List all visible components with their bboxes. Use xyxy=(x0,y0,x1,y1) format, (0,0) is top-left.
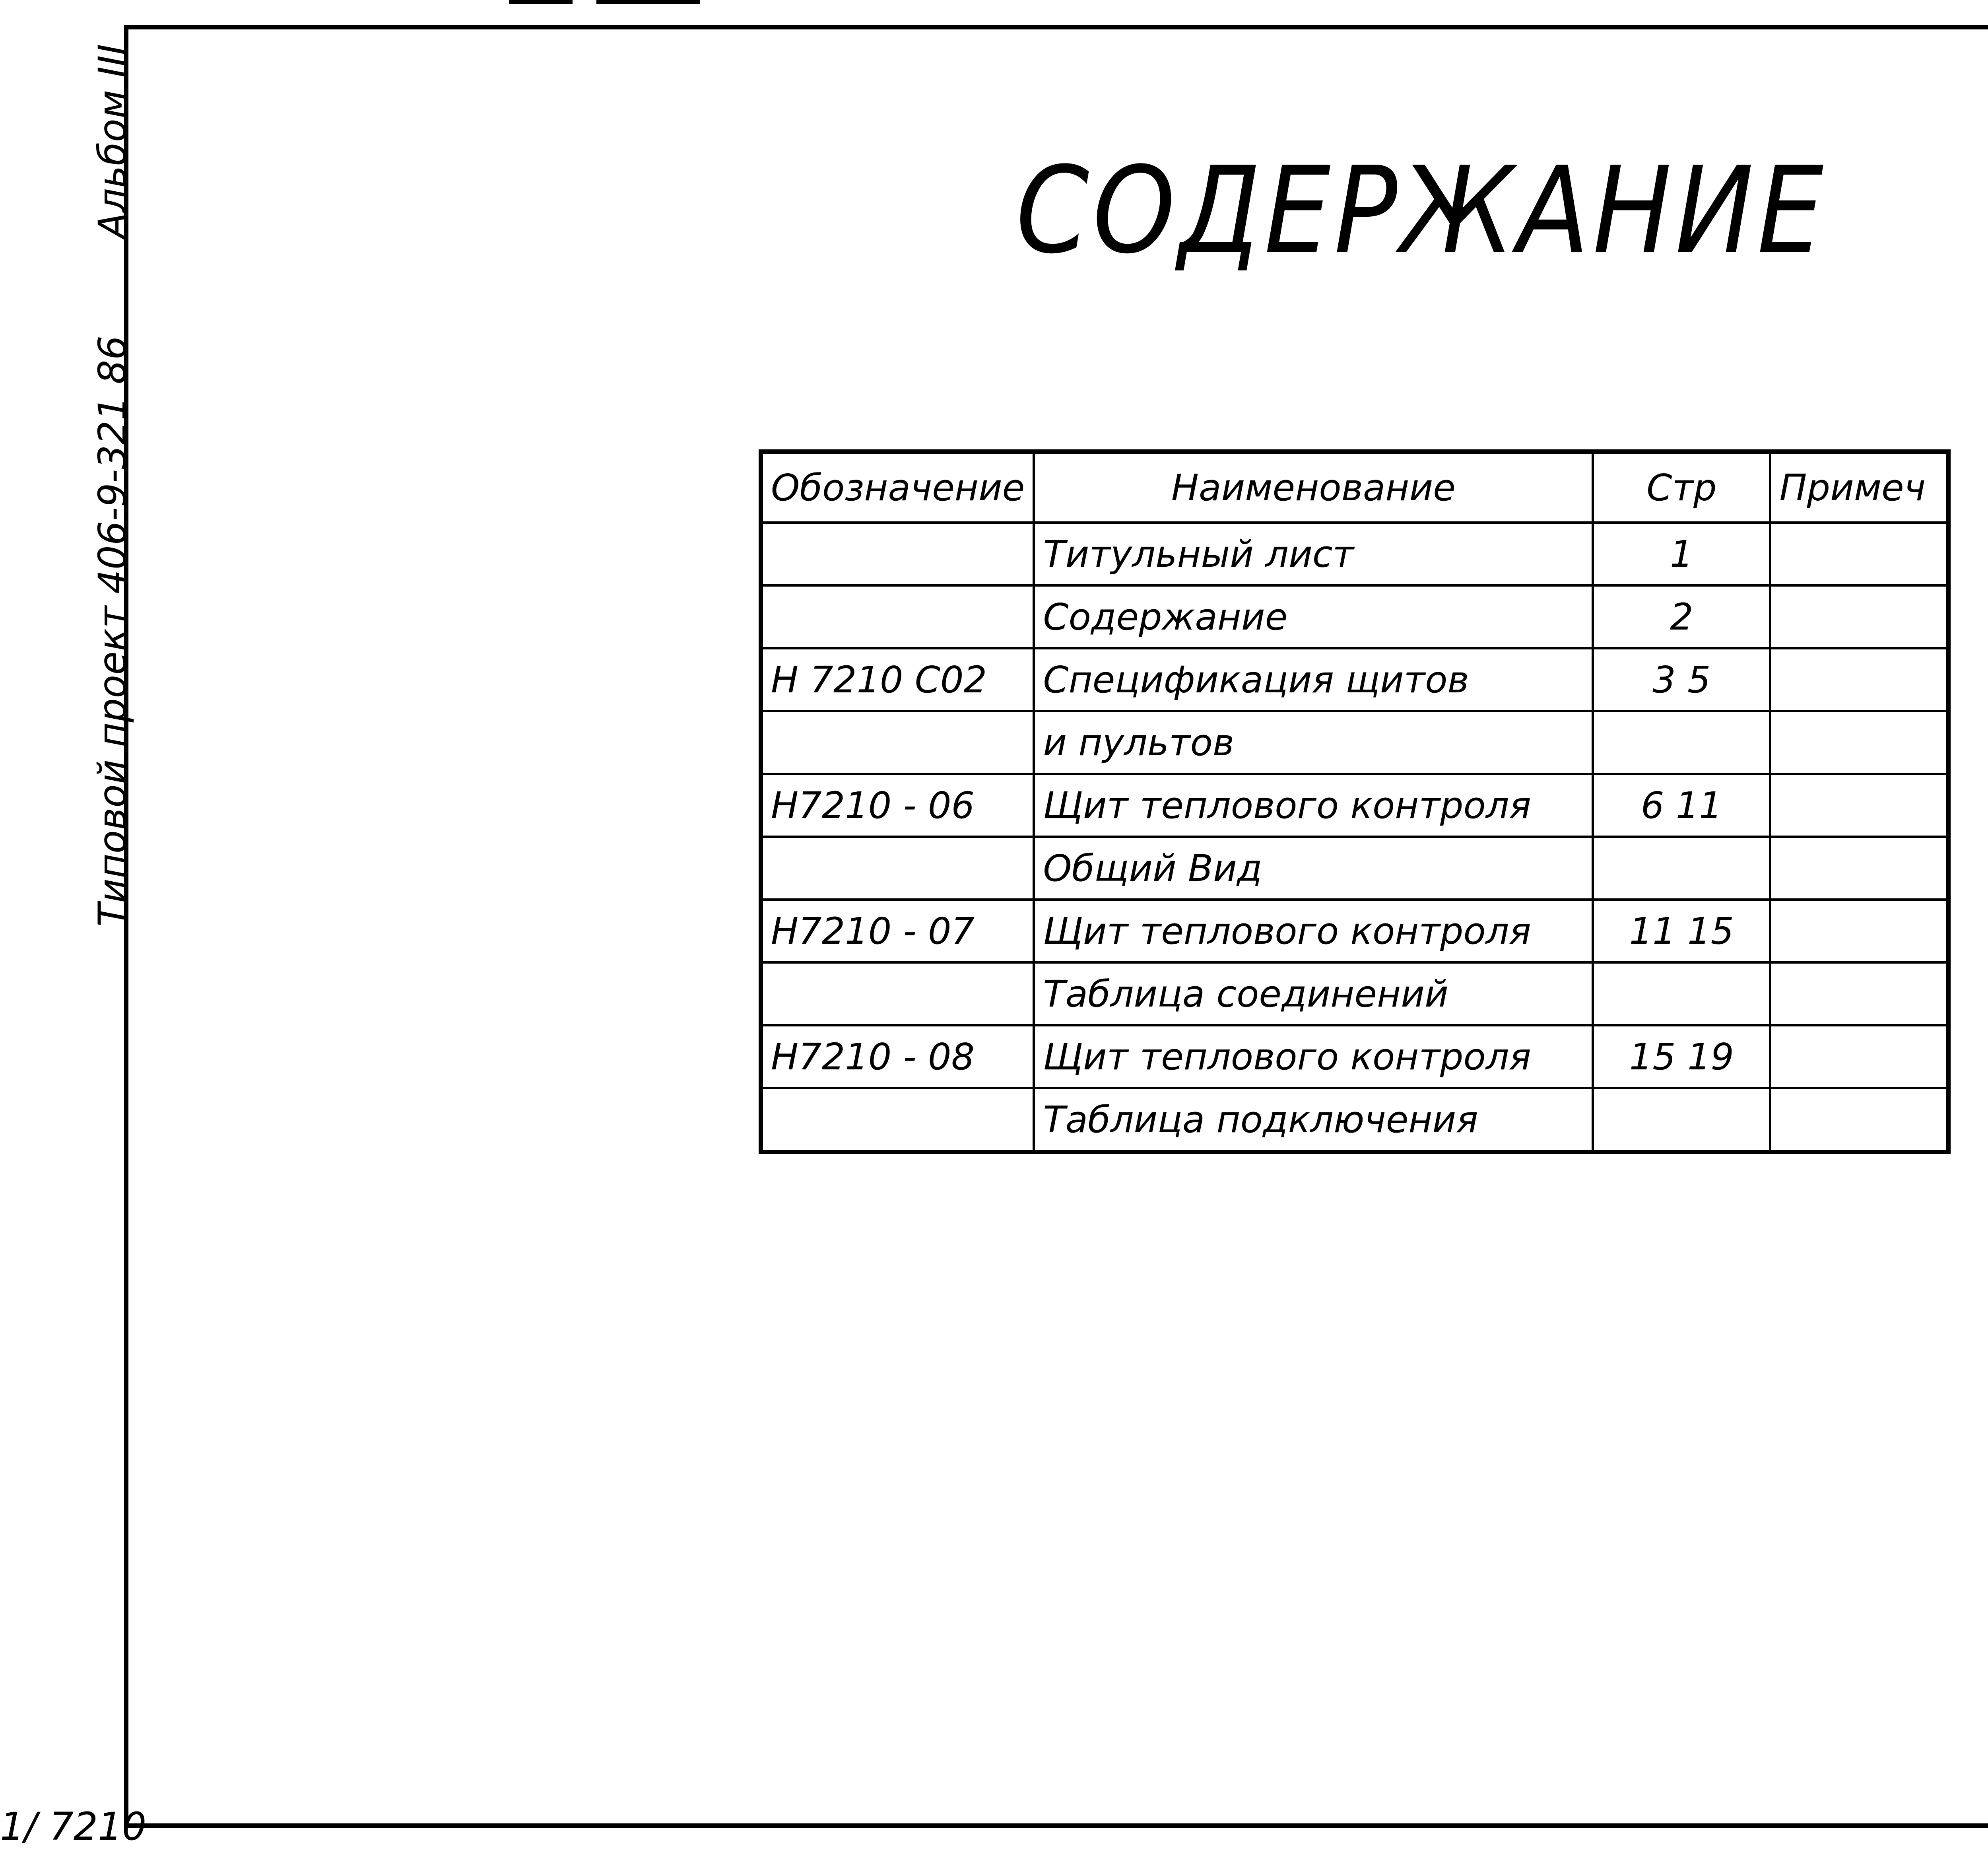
cell-page: 15 19 xyxy=(1593,1025,1770,1088)
header-name: Наименование xyxy=(1034,452,1593,523)
cell-code xyxy=(761,585,1034,648)
table-row xyxy=(761,774,1949,837)
header-note: Примеч xyxy=(1770,452,1949,523)
cell-page xyxy=(1593,1088,1770,1152)
cell-page xyxy=(1593,711,1770,774)
cell-code xyxy=(761,837,1034,900)
cell-note xyxy=(1770,837,1949,900)
table-row xyxy=(761,585,1949,648)
cell-name: Титульный лист xyxy=(1034,523,1593,585)
contents-table xyxy=(759,449,1951,1154)
cell-page: 3 5 xyxy=(1593,648,1770,711)
cell-code: Н7210 - 06 xyxy=(761,774,1034,837)
cell-code xyxy=(761,1088,1034,1152)
top-edge-mark xyxy=(509,0,573,4)
cell-code xyxy=(761,523,1034,585)
header-code: Обозначение xyxy=(761,452,1034,523)
header-page: Стр xyxy=(1593,452,1770,523)
cell-note xyxy=(1770,774,1949,837)
cell-code: Н 7210 С02 xyxy=(761,648,1034,711)
table-row xyxy=(761,837,1949,900)
cell-note xyxy=(1770,711,1949,774)
cell-note xyxy=(1770,585,1949,648)
album-label: Альбом III xyxy=(90,44,135,239)
table-row xyxy=(761,1088,1949,1152)
cell-page: 1 xyxy=(1593,523,1770,585)
cell-note xyxy=(1770,523,1949,585)
cell-name: и пультов xyxy=(1034,711,1593,774)
cell-page: 11 15 xyxy=(1593,900,1770,962)
cell-page: 6 11 xyxy=(1593,774,1770,837)
cell-code: Н7210 - 07 xyxy=(761,900,1034,962)
project-label: Типовой проект 406-9-321 86 xyxy=(90,335,135,927)
cell-page xyxy=(1593,962,1770,1025)
table-row xyxy=(761,648,1949,711)
cell-name: Таблица подключения xyxy=(1034,1088,1593,1152)
table-row xyxy=(761,900,1949,962)
table-row xyxy=(761,523,1949,585)
table-row xyxy=(761,1025,1949,1088)
cell-name: Спецификация щитов xyxy=(1034,648,1593,711)
top-edge-mark xyxy=(596,0,700,4)
table-row xyxy=(761,962,1949,1025)
cell-note xyxy=(1770,962,1949,1025)
table-header-row xyxy=(761,452,1949,523)
cell-name: Щит теплового контроля xyxy=(1034,1025,1593,1088)
cell-note xyxy=(1770,1025,1949,1088)
cell-note xyxy=(1770,1088,1949,1152)
cell-name: Щит теплового контроля xyxy=(1034,900,1593,962)
cell-name: Щит теплового контроля xyxy=(1034,774,1593,837)
cell-code xyxy=(761,962,1034,1025)
corner-stamp: 1/ 7210 xyxy=(0,1804,147,1849)
cell-code xyxy=(761,711,1034,774)
cell-name: Общий Вид xyxy=(1034,837,1593,900)
cell-page xyxy=(1593,837,1770,900)
cell-name: Таблица соединений xyxy=(1034,962,1593,1025)
cell-page: 2 xyxy=(1593,585,1770,648)
cell-note xyxy=(1770,648,1949,711)
cell-note xyxy=(1770,900,1949,962)
cell-code: Н7210 - 08 xyxy=(761,1025,1034,1088)
page-title: СОДЕРЖАНИЕ xyxy=(1016,141,1827,280)
cell-name: Содержание xyxy=(1034,585,1593,648)
table-row xyxy=(761,711,1949,774)
